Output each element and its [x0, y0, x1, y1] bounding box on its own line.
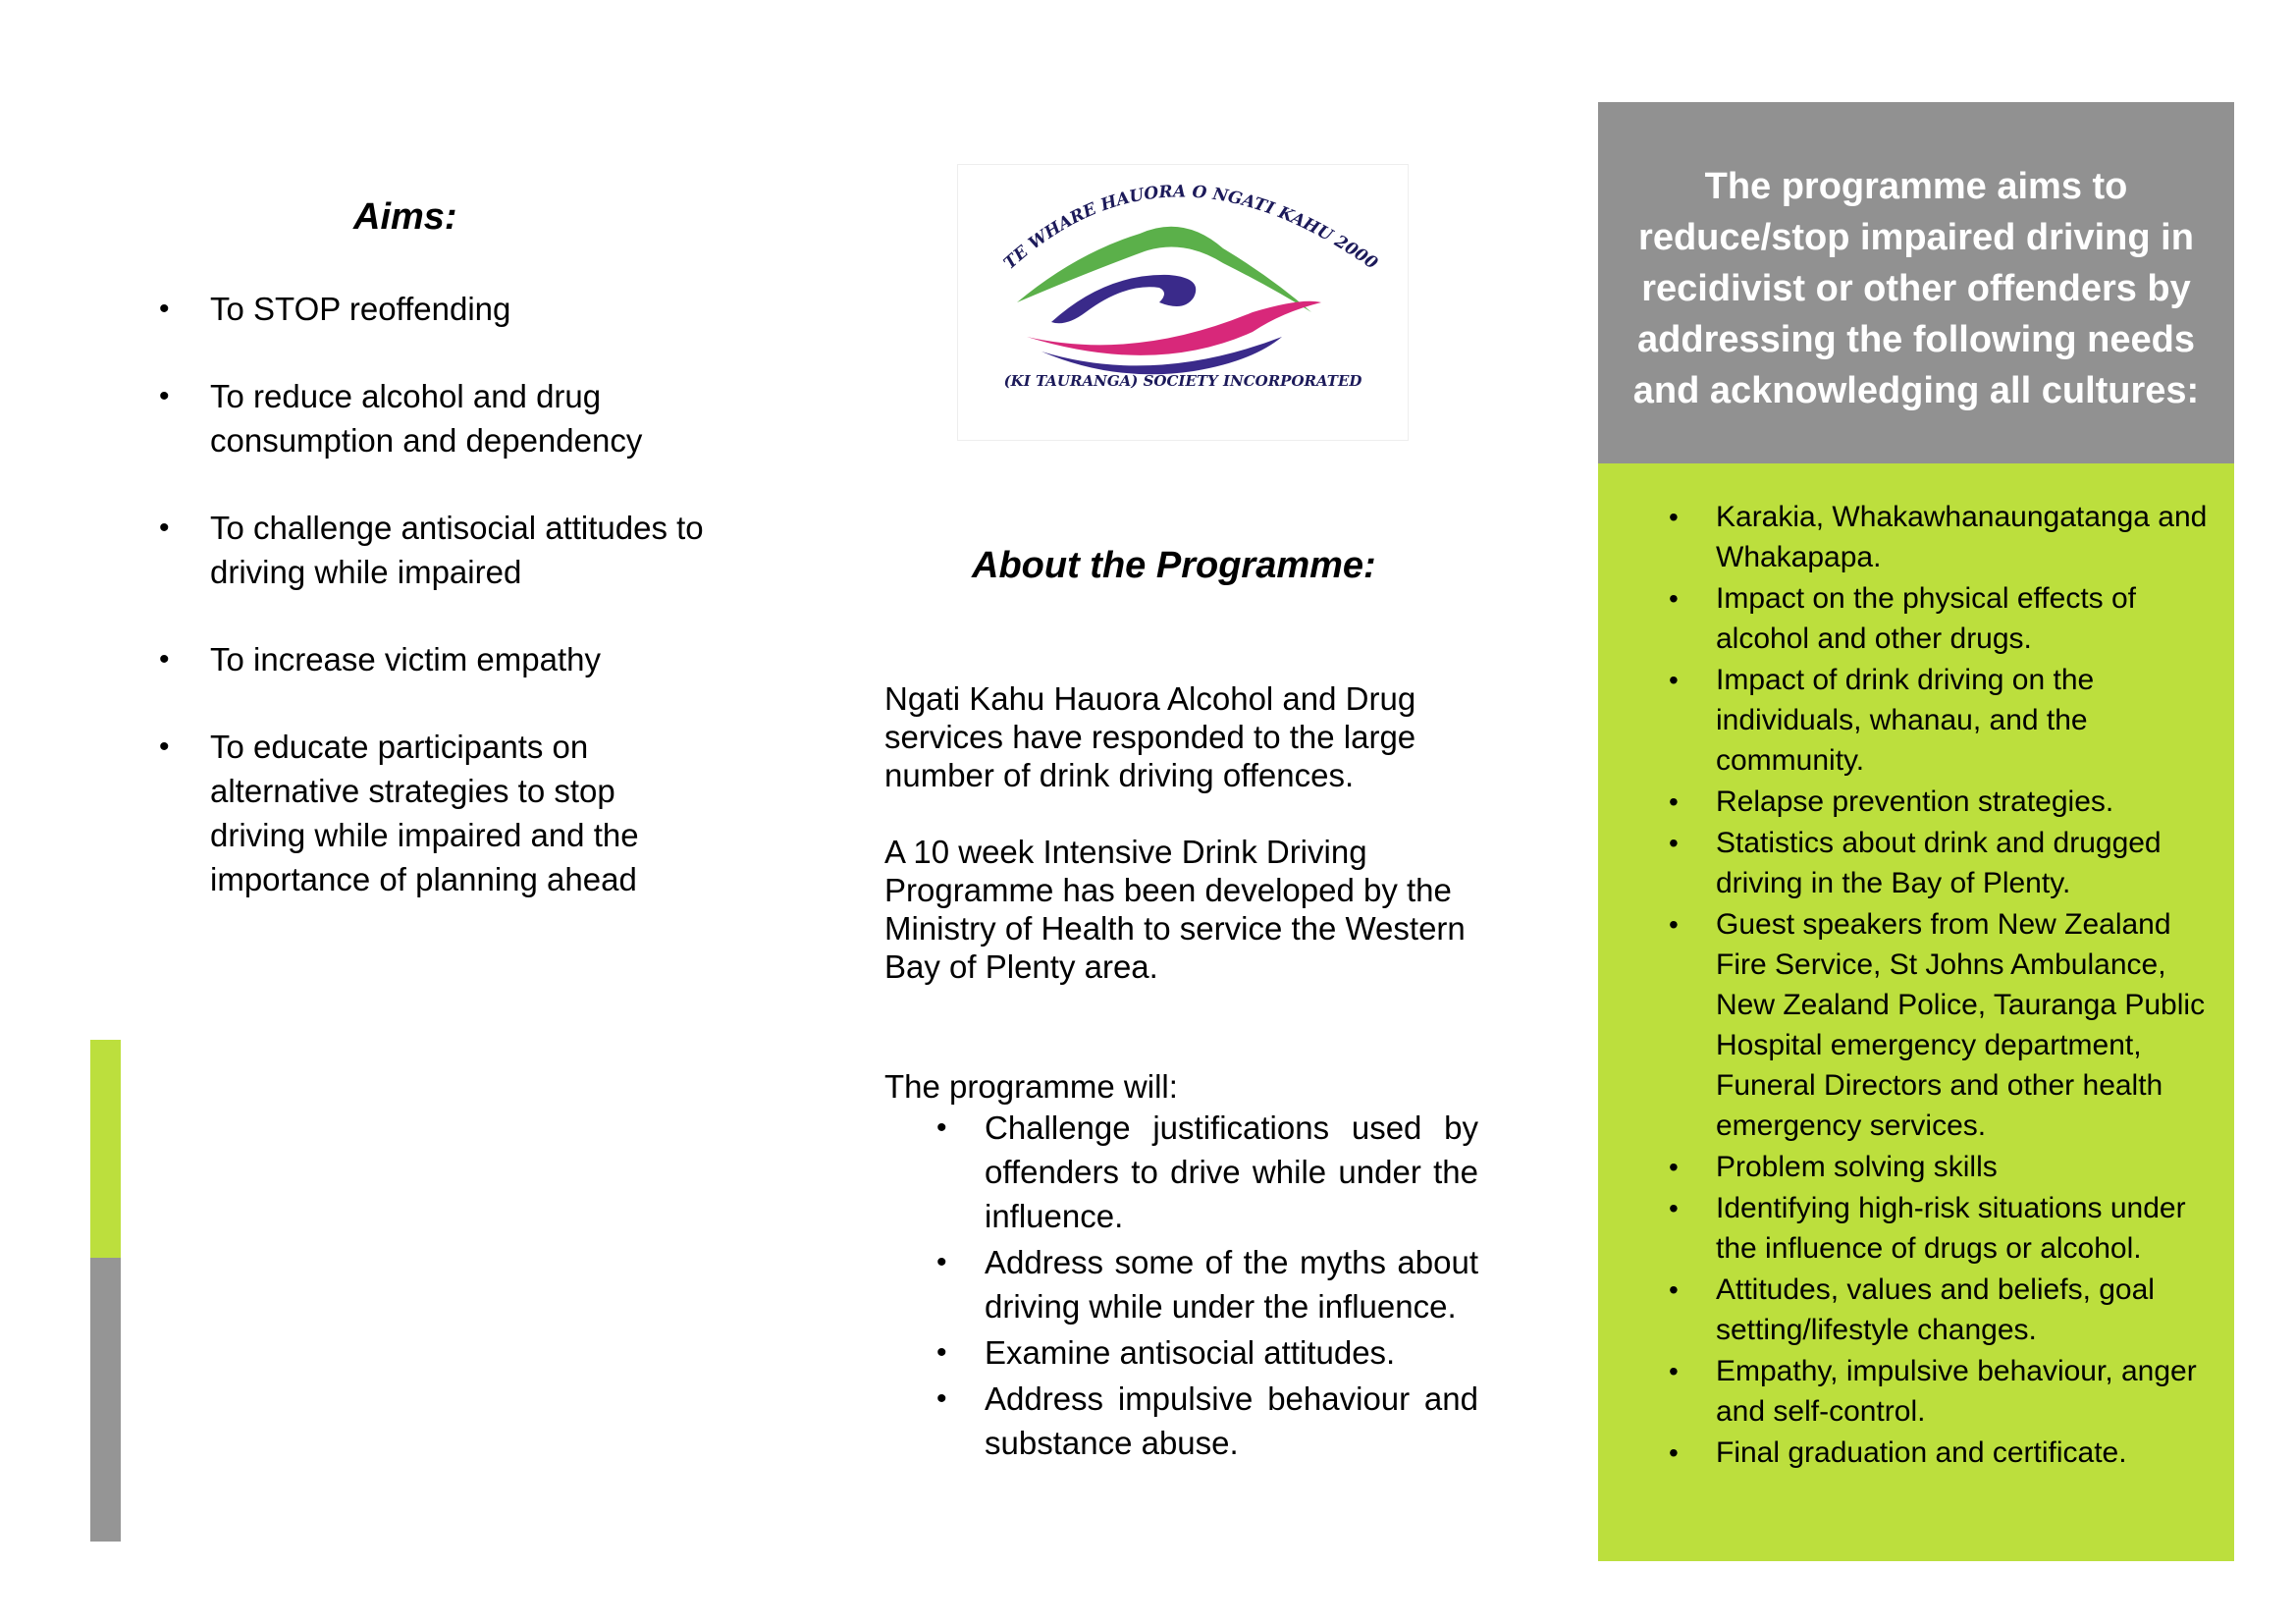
programme-will-intro: The programme will:: [884, 1068, 1178, 1105]
programme-will-item: • Challenge justifications used by offenders to drive while under the influence.: [884, 1106, 1478, 1238]
programme-will-item: • Address impulsive behaviour and substance abuse.: [884, 1377, 1478, 1465]
needs-item: • Attitudes, values and beliefs, goal setting/lifestyle changes.: [1598, 1270, 2215, 1350]
needs-item: • Empathy, impulsive behaviour, anger and self-control.: [1598, 1351, 2215, 1432]
aims-heading: Aims:: [353, 196, 457, 238]
needs-item: • Identifying high-risk situations under the influence of drugs or alcohol.: [1598, 1188, 2215, 1269]
aims-item: • To educate participants on alternative strategies to stop driving while impaired and the importance of planning ahead: [157, 725, 707, 901]
needs-item: • Final graduation and certificate.: [1598, 1433, 2215, 1473]
accent-bar-grey: [90, 1258, 121, 1542]
needs-heading: The programme aims to reduce/stop impaired driving in recidivist or other offenders by addressing the following needs and acknowledging all cultures:: [1632, 166, 2200, 411]
needs-item: • Relapse prevention strategies.: [1598, 782, 2215, 822]
aims-item: • To increase victim empathy: [157, 637, 707, 681]
organisation-logo: [957, 164, 1409, 441]
aims-item: • To STOP reoffending: [157, 287, 707, 331]
about-paragraph: A 10 week Intensive Drink Driving Programme has been developed by the Ministry of Health to service the Western Bay of Plenty area.: [884, 834, 1466, 985]
needs-item: • Statistics about drink and drugged driving in the Bay of Plenty.: [1598, 823, 2215, 903]
needs-item: • Impact on the physical effects of alcohol and other drugs.: [1598, 578, 2215, 659]
aims-item: • To challenge antisocial attitudes to driving while impaired: [157, 506, 707, 594]
needs-list: [1598, 497, 2215, 1473]
needs-panel: [1598, 102, 2234, 1561]
aims-list: [157, 287, 707, 945]
logo-swirl-shape: [1051, 275, 1196, 323]
programme-will-item: • Examine antisocial attitudes.: [884, 1330, 1478, 1375]
accent-bar-green: [90, 1040, 121, 1258]
logo-arc-text: [1000, 182, 1381, 273]
about-heading: About the Programme:: [972, 545, 1376, 586]
about-paragraph: Ngati Kahu Hauora Alcohol and Drug services have responded to the large number of drink driving offences.: [884, 680, 1416, 793]
logo-graphic: [958, 165, 1408, 440]
needs-item: • Karakia, Whakawhanaungatanga and Whakapapa.: [1598, 497, 2215, 577]
needs-item: • Problem solving skills: [1598, 1147, 2215, 1187]
needs-heading-box: [1598, 102, 2234, 463]
needs-item: • Guest speakers from New Zealand Fire Service, St Johns Ambulance, New Zealand Police, Tauranga Public Hospital emergency department, Funeral Directors and other health emergency services.: [1598, 904, 2215, 1146]
logo-arc-textpath: TE WHARE HAUORA O NGATI KAHU 2000: [999, 182, 1381, 274]
programme-will-item: • Address some of the myths about driving while under the influence.: [884, 1240, 1478, 1328]
logo-bottom-text: (KI TAURANGA) SOCIETY INCORPORATED: [1003, 372, 1362, 390]
programme-will-list: [884, 1106, 1478, 1467]
aims-item: • To reduce alcohol and drug consumption and dependency: [157, 374, 707, 462]
needs-item: • Impact of drink driving on the individuals, whanau, and the community.: [1598, 660, 2215, 781]
needs-list-box: [1598, 463, 2234, 1561]
